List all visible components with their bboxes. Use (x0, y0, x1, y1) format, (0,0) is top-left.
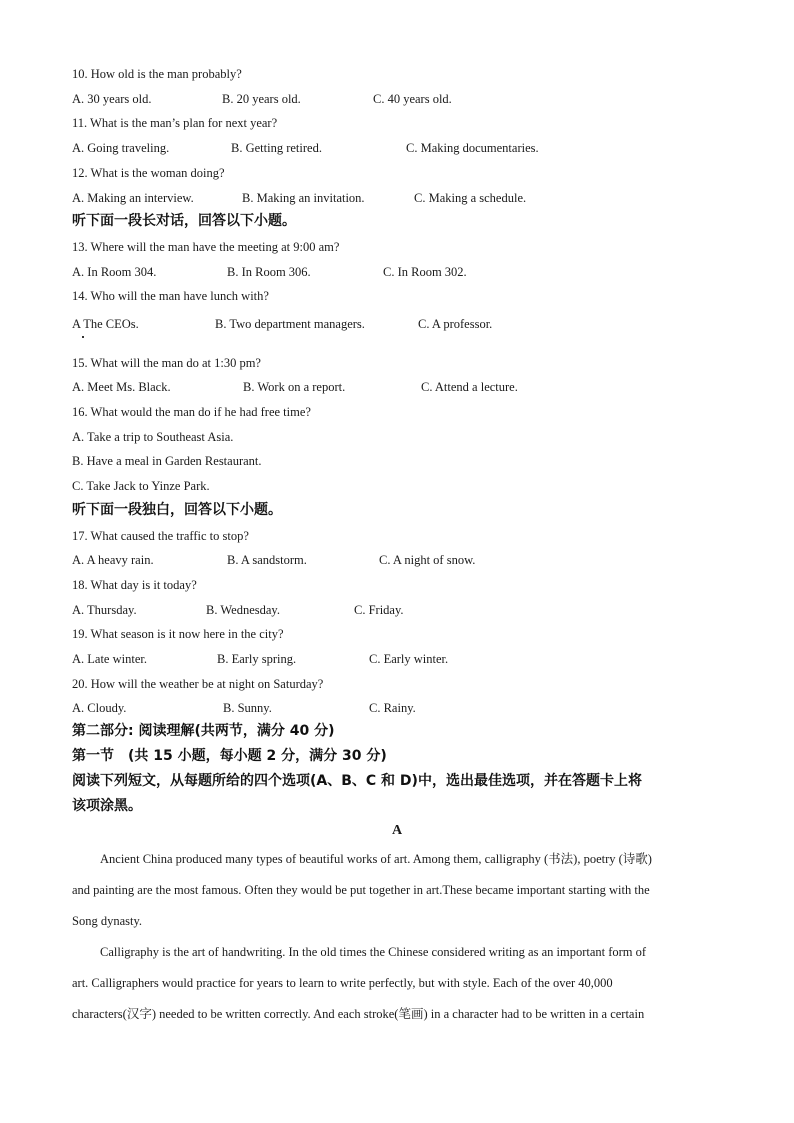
option-b: B. Two department managers. (215, 317, 365, 331)
option-b: B. Sunny. (223, 701, 272, 715)
option-c: C. Making a schedule. (414, 191, 527, 205)
question-stem: 20. How will the weather be at night on Saturday? (72, 677, 324, 691)
option-row (72, 91, 722, 107)
option-row (72, 190, 722, 206)
option-c: C. In Room 302. (383, 265, 467, 279)
option-b: B. In Room 306. (227, 265, 311, 279)
option-a: A. Thursday. (72, 603, 137, 617)
passage-paragraph-1 (72, 844, 722, 937)
option-a: A. Making an interview. (72, 191, 194, 205)
option-a: A. Take a trip to Southeast Asia. (72, 430, 234, 444)
option-row (72, 552, 722, 568)
option-c: C. Friday. (354, 603, 404, 617)
paragraph-line: Calligraphy is the art of handwriting. In the old times the Chinese considered writing as an important form of (100, 945, 647, 959)
section-heading-monologue: 听下面一段独白，回答以下小题。 (72, 502, 282, 518)
paragraph-line: Ancient China produced many types of beautiful works of art. Among them, calligraphy (书法), poetry (诗歌) (100, 852, 652, 866)
question-stem: 15. What will the man do at 1:30 pm? (72, 356, 261, 370)
question-stem: 13. Where will the man have the meeting at 9:00 am? (72, 240, 340, 254)
section-heading-long-dialogue: 听下面一段长对话，回答以下小题。 (72, 213, 296, 229)
paragraph-line: art. Calligraphers would practice for years to learn to write perfectly, but with style. Each of the over 40,000 (72, 976, 613, 990)
instructions-line-2: 该项涂黑。 (72, 798, 142, 814)
option-c: C. A night of snow. (379, 553, 476, 567)
question-stem: 17. What caused the traffic to stop? (72, 529, 249, 543)
option-c: C. Attend a lecture. (421, 380, 518, 394)
option-a: A. Late winter. (72, 652, 147, 666)
option-b: B. Getting retired. (231, 141, 322, 155)
option-a: A. In Room 304. (72, 265, 157, 279)
option-b: B. Have a meal in Garden Restaurant. (72, 454, 262, 468)
option-a: A. Meet Ms. Black. (72, 380, 171, 394)
option-row (72, 602, 722, 618)
option-row (72, 651, 722, 667)
stray-dot (82, 336, 84, 338)
question-stem: 19. What season is it now here in the city? (72, 627, 284, 641)
question-stem: 14. Who will the man have lunch with? (72, 289, 269, 303)
option-row (72, 140, 722, 156)
option-b: B. Making an invitation. (242, 191, 365, 205)
option-b: B. Wednesday. (206, 603, 280, 617)
passage-paragraph-2 (72, 937, 722, 1030)
question-stem: 11. What is the man’s plan for next year? (72, 116, 278, 130)
option-b: B. 20 years old. (222, 92, 301, 106)
option-c: C. A professor. (418, 317, 493, 331)
option-a: A The CEOs. (72, 317, 139, 331)
question-stem: 16. What would the man do if he had free time? (72, 405, 311, 419)
option-a: A. A heavy rain. (72, 553, 154, 567)
option-row (72, 264, 722, 280)
paragraph-line: characters(汉字) needed to be written correctly. And each stroke(笔画) in a character had to be written in a certain (72, 1007, 645, 1021)
option-c: C. Making documentaries. (406, 141, 539, 155)
passage-label: A (391, 823, 403, 838)
paragraph-line: and painting are the most famous. Often they would be put together in art.These became important starting with the (72, 883, 650, 897)
paragraph-line: Song dynasty. (72, 914, 143, 928)
option-b: B. Early spring. (217, 652, 297, 666)
option-a: A. 30 years old. (72, 92, 152, 106)
option-c: C. Take Jack to Yinze Park. (72, 479, 210, 493)
option-b: B. Work on a report. (243, 380, 346, 394)
instructions-line-1: 阅读下列短文，从每题所给的四个选项(A、B、C 和 D)中，选出最佳选项，并在答题卡上将 (72, 773, 642, 789)
question-stem: 18. What day is it today? (72, 578, 197, 592)
option-row (72, 316, 722, 332)
option-row (72, 700, 722, 716)
option-c: C. Rainy. (369, 701, 416, 715)
option-b: B. A sandstorm. (227, 553, 307, 567)
option-c: C. 40 years old. (373, 92, 452, 106)
section-one-heading: 第一节 (共 15 小题，每小题 2 分，满分 30 分) (72, 748, 387, 764)
question-stem: 12. What is the woman doing? (72, 166, 225, 180)
question-stem: 10. How old is the man probably? (72, 67, 242, 81)
option-c: C. Early winter. (369, 652, 449, 666)
part-two-heading: 第二部分: 阅读理解(共两节，满分 40 分) (72, 723, 335, 739)
option-a: A. Going traveling. (72, 141, 170, 155)
option-row (72, 379, 722, 395)
option-a: A. Cloudy. (72, 701, 127, 715)
